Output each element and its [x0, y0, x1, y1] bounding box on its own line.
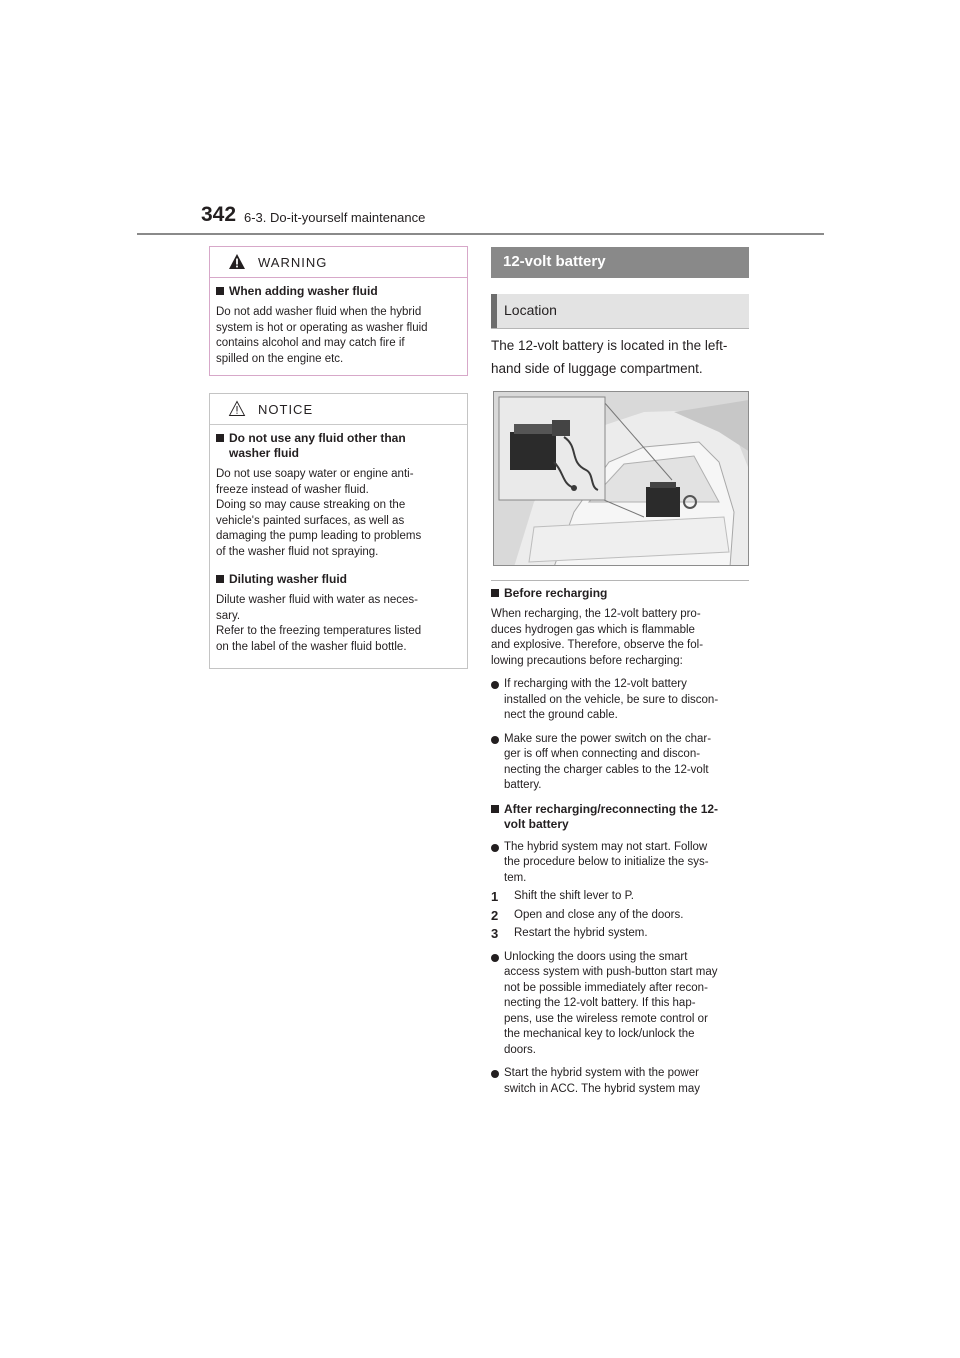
luggage-compartment-illustration: [494, 392, 749, 566]
round-bullet-icon: [491, 844, 499, 852]
notice-box-header: [210, 394, 467, 425]
battery-location-illustration: [493, 391, 749, 566]
notice-item-text: Do not use soapy water or engine anti- freeze instead of washer fluid. Doing so may cause streaking on the vehicle's painted surfaces, as well as damaging the pump leading to problems of the washer fluid not spraying.: [216, 468, 422, 558]
battery-banner: 12-volt battery: [491, 247, 749, 278]
recharging-notes: [491, 586, 753, 1097]
list-item: Make sure the power switch on the char- ger is off when connecting and discon- necting the charger cables to the 12-volt battery.: [491, 732, 753, 794]
location-heading: Location: [491, 294, 749, 329]
warning-item-heading: When adding washer fluid: [216, 284, 461, 299]
round-bullet-icon: [491, 681, 499, 689]
page-number: 342: [201, 203, 237, 226]
header-rule: [137, 233, 824, 235]
square-bullet-icon: [216, 434, 224, 442]
notice-item-heading: Diluting washer fluid: [216, 572, 461, 587]
warning-box: [209, 246, 468, 376]
list-item: Unlocking the doors using the smart access system with push-button start may not be possible immediately after recon- necting the 12-volt battery. If this hap- pens, use the wireless remote control or the mechanical key to lock/unlock the doors.: [491, 950, 753, 1059]
step-item: 3 Restart the hybrid system.: [491, 926, 648, 941]
warning-title: WARNING: [258, 255, 328, 270]
after-recharging-heading: After recharging/reconnecting the 12- volt battery: [491, 802, 753, 832]
warning-triangle-icon: [228, 253, 246, 270]
list-item: Start the hybrid system with the power switch in ACC. The hybrid system may: [491, 1066, 753, 1097]
section-rule: [491, 580, 749, 581]
step-item: 2 Open and close any of the doors.: [491, 907, 684, 923]
notice-box: [209, 393, 468, 669]
round-bullet-icon: [491, 736, 499, 744]
location-intro: The 12-volt battery is located in the left-hand side of luggage compartment.: [491, 338, 728, 376]
warning-box-header: [210, 247, 467, 278]
list-item: The hybrid system may not start. Follow the procedure below to initialize the sys- tem.: [491, 840, 753, 887]
notice-title: NOTICE: [258, 402, 314, 417]
square-bullet-icon: [216, 575, 224, 583]
before-recharging-heading: Before recharging: [491, 586, 753, 601]
round-bullet-icon: [491, 1070, 499, 1078]
round-bullet-icon: [491, 954, 499, 962]
square-bullet-icon: [216, 287, 224, 295]
square-bullet-icon: [491, 805, 499, 813]
section-heading: 6-3. Do-it-yourself maintenance: [244, 210, 426, 225]
square-bullet-icon: [491, 589, 499, 597]
list-item: If recharging with the 12-volt battery installed on the vehicle, be sure to discon- nect the ground cable.: [491, 677, 753, 724]
notice-triangle-icon: [228, 400, 246, 417]
warning-item-text: Do not add washer fluid when the hybrid system is hot or operating as washer fluid contains alcohol and may catch fire if spilled on the engine etc.: [216, 306, 428, 365]
before-recharging-text: When recharging, the 12-volt battery pro- duces hydrogen gas which is flammable and explosive. Therefore, observe the fol- lowing precautions before recharging:: [491, 608, 704, 667]
notice-item-text: Dilute washer fluid with water as neces- sary. Refer to the freezing temperatures listed on the label of the washer fluid bottle.: [216, 594, 422, 653]
notice-item-heading: Do not use any fluid other than washer fluid: [216, 431, 461, 461]
step-item: 1 Shift the shift lever to P.: [491, 889, 634, 904]
